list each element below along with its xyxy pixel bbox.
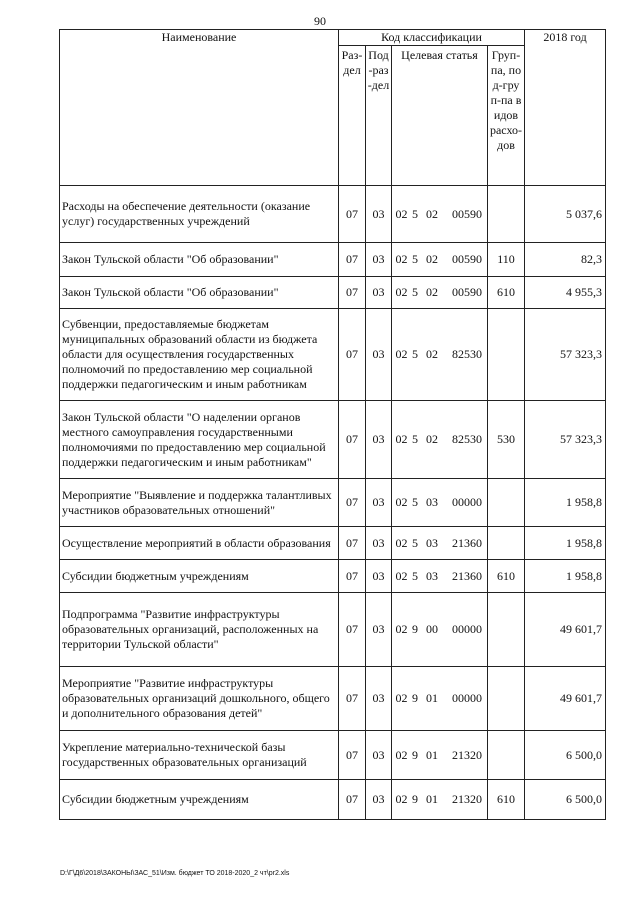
row-amount: 5 037,6 <box>525 186 606 243</box>
target-direction: 00000 <box>452 495 482 509</box>
row-group <box>488 731 525 780</box>
row-razdel: 07 <box>339 243 366 277</box>
target-program: 02 <box>395 622 408 636</box>
target-event: 02 <box>426 252 438 266</box>
target-direction: 00590 <box>452 285 482 299</box>
row-podrazdel: 03 <box>366 309 392 401</box>
table-row <box>60 593 606 667</box>
budget-table <box>59 29 606 820</box>
target-subprogram: 5 <box>412 252 418 266</box>
table-row <box>60 401 606 479</box>
row-group <box>488 593 525 667</box>
row-amount: 49 601,7 <box>525 667 606 731</box>
target-program: 02 <box>395 347 408 361</box>
row-target <box>392 479 488 527</box>
row-name: Укрепление материально-технической базы государственных образовательных организаций <box>60 731 339 780</box>
target-program: 02 <box>395 285 408 299</box>
row-amount: 57 323,3 <box>525 401 606 479</box>
row-razdel: 07 <box>339 186 366 243</box>
page-number: 90 <box>314 14 326 28</box>
target-program: 02 <box>395 747 408 762</box>
table-row <box>60 309 606 401</box>
target-subprogram: 5 <box>412 206 418 221</box>
row-podrazdel: 03 <box>366 731 392 780</box>
target-program: 02 <box>395 535 408 550</box>
row-group: 610 <box>488 780 525 820</box>
row-amount: 4 955,3 <box>525 277 606 309</box>
target-direction: 21360 <box>452 535 482 550</box>
target-program: 02 <box>395 206 408 221</box>
target-program: 02 <box>395 252 408 266</box>
target-program: 02 <box>395 495 408 509</box>
row-group <box>488 309 525 401</box>
row-group <box>488 527 525 560</box>
row-name: Расходы на обеспечение деятельности (оказание услуг) государственных учреждений <box>60 186 339 243</box>
year-column-header: 2018 год <box>525 30 606 186</box>
row-target <box>392 667 488 731</box>
row-name: Субсидии бюджетным учреждениям <box>60 560 339 593</box>
target-event: 01 <box>426 747 438 762</box>
row-razdel: 07 <box>339 527 366 560</box>
target-program: 02 <box>395 691 408 705</box>
file-path-footer: D:\Г\Д6\2018\ЗАКОНЫ\ЗАС_51\Изм. бюджет ТО 2018-2020_2 чт\pr2.xls <box>60 870 290 877</box>
target-event: 01 <box>426 792 438 806</box>
target-subprogram: 5 <box>412 285 418 299</box>
row-group: 610 <box>488 560 525 593</box>
target-event: 00 <box>426 622 438 636</box>
row-target <box>392 527 488 560</box>
row-razdel: 07 <box>339 309 366 401</box>
row-amount: 49 601,7 <box>525 593 606 667</box>
row-group: 110 <box>488 243 525 277</box>
row-group: 530 <box>488 401 525 479</box>
row-name: Подпрограмма "Развитие инфраструктуры образовательных организаций, расположенных на территории Тульской области" <box>60 593 339 667</box>
row-amount: 1 958,8 <box>525 527 606 560</box>
row-target <box>392 731 488 780</box>
row-name: Закон Тульской области "Об образовании" <box>60 277 339 309</box>
row-amount: 6 500,0 <box>525 780 606 820</box>
row-target <box>392 780 488 820</box>
target-subprogram: 9 <box>412 792 418 806</box>
row-amount: 57 323,3 <box>525 309 606 401</box>
table-row <box>60 186 606 243</box>
target-direction: 21360 <box>452 568 482 583</box>
row-razdel: 07 <box>339 780 366 820</box>
row-podrazdel: 03 <box>366 780 392 820</box>
row-razdel: 07 <box>339 593 366 667</box>
target-program: 02 <box>395 792 408 806</box>
table-row <box>60 560 606 593</box>
table-row <box>60 667 606 731</box>
target-event: 03 <box>426 568 438 583</box>
target-event: 02 <box>426 206 438 221</box>
row-name: Закон Тульской области "Об образовании" <box>60 243 339 277</box>
row-razdel: 07 <box>339 667 366 731</box>
target-program: 02 <box>395 432 408 446</box>
row-amount: 1 958,8 <box>525 560 606 593</box>
target-direction: 00000 <box>452 622 482 636</box>
target-direction: 00590 <box>452 206 482 221</box>
row-group <box>488 186 525 243</box>
row-group <box>488 667 525 731</box>
target-event: 02 <box>426 347 438 361</box>
target-subprogram: 5 <box>412 432 418 446</box>
row-amount: 82,3 <box>525 243 606 277</box>
row-podrazdel: 03 <box>366 527 392 560</box>
target-header: Целевая статья <box>392 46 488 186</box>
table-body <box>60 186 606 820</box>
table-row <box>60 527 606 560</box>
row-amount: 6 500,0 <box>525 731 606 780</box>
table-row <box>60 780 606 820</box>
row-target <box>392 593 488 667</box>
row-name: Мероприятие "Развитие инфраструктуры образовательных организаций дошкольного, общего и дополнительного образования детей" <box>60 667 339 731</box>
razdel-label: Раз-дел <box>341 48 363 77</box>
target-direction: 82530 <box>452 347 482 361</box>
table-row <box>60 731 606 780</box>
name-column-header: Наименование <box>60 30 339 186</box>
target-direction: 82530 <box>452 432 482 446</box>
row-razdel: 07 <box>339 401 366 479</box>
group-header <box>488 46 525 186</box>
header-row-1 <box>60 30 606 46</box>
target-program: 02 <box>395 568 408 583</box>
row-name: Мероприятие "Выявление и поддержка талантливых участников образовательных отношений" <box>60 479 339 527</box>
row-target <box>392 243 488 277</box>
target-direction: 21320 <box>452 747 482 762</box>
row-podrazdel: 03 <box>366 667 392 731</box>
podrazdel-label: Под-раз-дел <box>367 48 390 92</box>
row-target <box>392 560 488 593</box>
row-amount: 1 958,8 <box>525 479 606 527</box>
row-group <box>488 479 525 527</box>
row-razdel: 07 <box>339 277 366 309</box>
target-direction: 21320 <box>452 792 482 806</box>
row-podrazdel: 03 <box>366 277 392 309</box>
row-podrazdel: 03 <box>366 560 392 593</box>
podrazdel-header <box>366 46 392 186</box>
table-row <box>60 243 606 277</box>
code-column-header: Код классификации <box>339 30 525 46</box>
table-row <box>60 479 606 527</box>
target-subprogram: 5 <box>412 568 418 583</box>
target-event: 03 <box>426 495 438 509</box>
row-target <box>392 401 488 479</box>
target-subprogram: 9 <box>412 622 418 636</box>
row-group: 610 <box>488 277 525 309</box>
target-subprogram: 9 <box>412 747 418 762</box>
row-target <box>392 277 488 309</box>
target-subprogram: 5 <box>412 535 418 550</box>
group-label: Груп-па, под-груп-па видов расхо-дов <box>489 48 523 152</box>
target-subprogram: 5 <box>412 495 418 509</box>
row-podrazdel: 03 <box>366 186 392 243</box>
row-podrazdel: 03 <box>366 401 392 479</box>
row-name: Осуществление мероприятий в области образования <box>60 527 339 560</box>
row-podrazdel: 03 <box>366 243 392 277</box>
row-name: Субвенции, предоставляемые бюджетам муниципальных образований области из бюджета области для осуществления государственных полномочий по предоставлению мер социальной поддержки педагогическим и иным работникам <box>60 309 339 401</box>
row-podrazdel: 03 <box>366 479 392 527</box>
table-row <box>60 277 606 309</box>
row-podrazdel: 03 <box>366 593 392 667</box>
row-name: Закон Тульской области "О наделении органов местного самоуправления государственными полномочиями по предоставлению мер социальной поддержки педагогическим и иным работникам" <box>60 401 339 479</box>
razdel-header <box>339 46 366 186</box>
row-razdel: 07 <box>339 479 366 527</box>
row-target <box>392 186 488 243</box>
target-event: 02 <box>426 285 438 299</box>
row-razdel: 07 <box>339 560 366 593</box>
target-event: 01 <box>426 691 438 705</box>
target-direction: 00590 <box>452 252 482 266</box>
target-direction: 00000 <box>452 691 482 705</box>
target-subprogram: 5 <box>412 347 418 361</box>
row-target <box>392 309 488 401</box>
row-name: Субсидии бюджетным учреждениям <box>60 780 339 820</box>
target-event: 03 <box>426 535 438 550</box>
target-event: 02 <box>426 432 438 446</box>
target-subprogram: 9 <box>412 691 418 705</box>
row-razdel: 07 <box>339 731 366 780</box>
